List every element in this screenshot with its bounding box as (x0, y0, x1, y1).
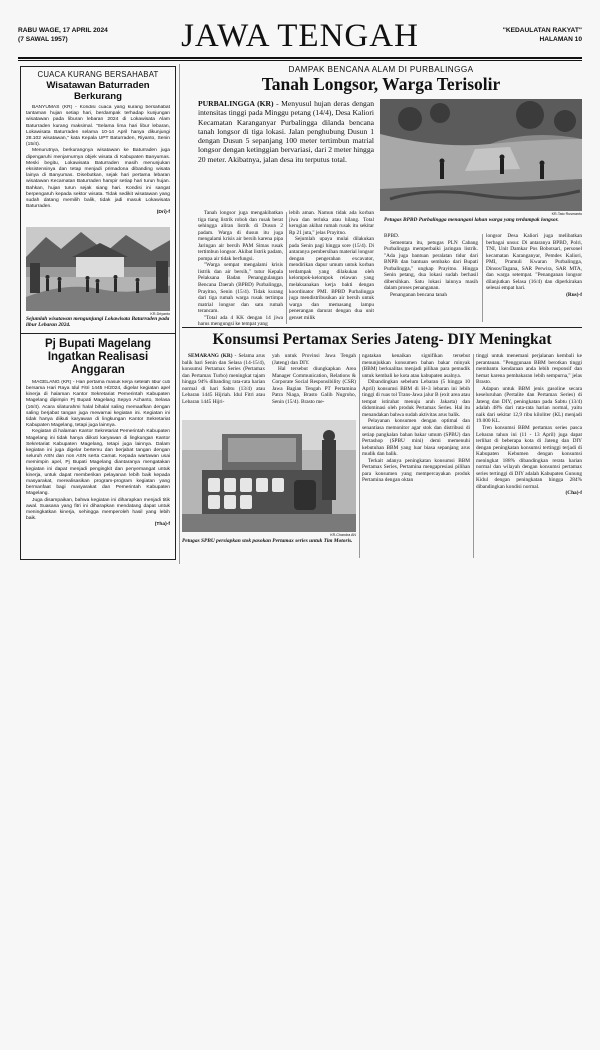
main-article-column-2 (289, 210, 374, 326)
masthead-hijri-date: (7 SAWAL 1957) (18, 36, 68, 43)
column-rule (286, 212, 287, 324)
left-article-1-photo-credit: KR-Driyanto (150, 312, 170, 316)
paragraph: tinggi untuk menemani perjalanan kembali ke perantauan. "Penggunaan BBM berotkan tinggi membantu kendaraan anda lebih responsif dan hemat karena pembakaran lebih sempurna," jelas Brasto. (476, 353, 582, 386)
byline-code: (Cha)-f (565, 490, 582, 497)
left-article-1-headline: Wisatawan Baturraden Berkurang (46, 80, 150, 102)
paragraph: Dibandingkan sebelum Lebaran (5 hingga 10 April) konsumsi BBM di H+3 lebaran ini lebih tinggi di ruas tol Trans-Jawa jalur B (exit area atau tempat istirahat menuju arah Jakarta) dan didominasi oleh produk Pertamax Series. Hal itu menandakan bahwa sudah aktivitas arus balik. (362, 379, 470, 418)
left-article-1-caption: Sejumlah wisatawan mengunjungi Lokawisata Baturraden pada libur Lebaran 2024. (26, 316, 170, 329)
paragraph: yah untuk Provinsi Jawa Tengah (Jateng) dan DIY. (272, 353, 356, 366)
left-article-1-kicker: CUACA KURANG BERSAHABAT (37, 70, 159, 79)
main-article-caption: Petugas BPBD Purbalingga menangani lahan warga yang terdampak longsor. (384, 217, 559, 223)
landslide-photo-image (380, 99, 582, 211)
section-divider (182, 327, 582, 328)
left-article-2-headline-line1: Pj Bupati Magelang (44, 337, 152, 350)
masthead-right-block (503, 26, 582, 44)
paragraph: Menurutnya, berkurangnya wisatawan ke Baturraden juga dipengaruhi menjamurnya objek wisata di Kabupaten Banyumas. Meski begitu, Lokawisata Baturraden masih menunjukan eksistensinya dan tetap menjadi primadona dibanding wisata lainya di Banyumas. Disebutkan, sejak hari pertama lebaran wisatawan Kecamatan Baturraden hampir setiap hari turun hujan. Bahkan, hujan turun sejak siang hari. Kondisi ini sangat berpengaruh kepada sektor wisata. Tidak sedikit wisatawan yang sudah datang memilih balik, tidak jadi masuk Lokawisata Baturraden. (26, 148, 170, 210)
paragraph: Tanah longsor juga mengakibatkan tiga tiang listrik roboh dan rusak berat sehingga aliran listrik di Dusun 2 padam. Warga di dusun itu juga mengalami krisis air bersih karena pipa Jaringan air bersih PAM Simas rusak tertimbun longsor. Akibat listrik padam, pompa air tidak berfungsi. (198, 210, 283, 262)
main-article-column-3 (384, 233, 478, 323)
paragraph: Tren konsumsi BBM pertamax series pasca Lebaran tahun ini (11 - 13 April) juga dapat terlihat di beberapa kota di Jateng dan DIY dengan peningkatan konsumsi tertinggi terjadi di Kabupaten Kebumen dengan konsumsi meningkat 188% dibandingkan rerata harian normal dan wilayah dengan konsumsi pertamax series tertinggi di DIY adalah Kabupaten Gunung Kidul dengan peningkatan hingga 284% dibandingkan kondisi normal. (476, 425, 582, 490)
paragraph: Sejumlah upaya mulai dilakukan pada Senin pagi hingga sore (15/4). Di antaranya pembersihan material longsor dengan pengerahan excavator, mendirikan dapur umum untuk korban terdampak yang dilakukan oleh kelompok-kelompok relawan yang melaksanakan kerja bakti dengan koordinator PMI. BPBD Purbalingga juga mendistribusikan air bersih untuk warga dan memasang lampu penerangan darurat dengan dua unit genset milik (289, 236, 374, 321)
paragraph: MAGELANG (KR) - Hari pertama masuk kerja setelah libur cuti bersama Hari Raya Idul Fitri 1445 H/2024, digelar kegiatan apel kinerja di halaman Kantor Sekretariat Pemerintah Kabupaten Magelang dipimpin Pj Bupati Magelang Sepyo Achanto, Selasa (16/4). Acara silaturahmi halal bihalal saling memaafkan dengan saling berjabat tangan juga mewarnai kegiatan ini. Kegiatan ini tidak hanya diikuti karyawan di lingkungan Kantor Sekretariat Kabupaten Magelang, tetapi juga lainnya. (26, 379, 170, 429)
paragraph: "Warga sempat mengalami krisis listrik dan air bersih," tutur Kepala Pelaksana Badan Penanggulangan Bencana Daerah (BPBD) Purbalingga, Prayitno, Senin (15/4). Tidak kurang dari tiga rumah warga rusak tertimpa matrial longsor dan satu rumah terancam. (198, 262, 283, 315)
main-article-photo (380, 99, 582, 211)
column-rule (482, 234, 483, 322)
main-article-column-4 (486, 233, 582, 323)
lead-text: - Menyusul hujan deras dengan intensitas tinggi pada Minggu petang (14/4), Desa Kaliori Kecamatan Karanganyar Purbalingga dilanda bencana tanah longsor di tiga lokasi. Jalan penghubung Dusun 1 dengan Dusun 5 sepanjang 100 meter tertimbun matrial longsor dengan ketinggian bervariasi, dari 2 meter hingga 20 meter. Akibatnya, jalan desa itu terputus total. (198, 99, 375, 164)
masthead-page-number: HALAMAN 10 (539, 36, 582, 43)
byline-code: (Dri)-f (156, 210, 170, 216)
left-article-1-body (26, 105, 170, 225)
second-article-column-1 (182, 353, 265, 419)
main-article-photo-credit: KR-Tato Rusmanto (551, 212, 582, 216)
paragraph: Sementara itu, petugas PLN Cabang Purbalingga memperbaiki jaringan listrik. "Ada juga bantuan peralatan tidur dari BNPB dan bantuan sembako dari Bupati Purbalingga," ungkap Prayitno. Hingga Senin petang, dua lokasi sudah berhasil dibersihkan. Satu lokasi lainnya masih dalam proses penanganan. (384, 239, 478, 292)
left-article-2-body (26, 380, 170, 575)
main-article-headline: Tanah Longsor, Warga Terisolir (261, 74, 501, 94)
lead-dateline: PURBALINGGA (KR) (198, 99, 274, 108)
second-article-photo-credit: KR-Chandra AN (330, 533, 356, 537)
main-article-column-1 (198, 210, 283, 326)
paragraph: BANYUMAS (KR) - Kondisi cuaca yang kurang bersahabat tantaman hujan setiap hari, berdampak terhadap kunjungan wisatawan pada liburan lebaran 2024 di Lokawisata Alam Baturraden kurang maksimal. "Selama lima hari libur lebaran, Lokawisata Baturraden selama 10-14 April hanya dikunjungi 28.102 wisatawan," kata Kepala UPT Baturraden, Riyanto, Senin (15/4). (26, 105, 170, 148)
paragraph: Terkait adanya peningkatan konsumsi BBM Pertamax Series, Pertamina mengapresiasi pilihan para konsumen yang mempercayakan produk Pertamina dengan oktan (362, 457, 470, 484)
column-rule (473, 354, 474, 558)
byline-code: (Rus)-f (566, 291, 582, 298)
second-article-column-4 (476, 353, 582, 558)
second-article-caption: Petugas SPBU persiapkan stok pasokan Pertamax series untuk Tim Motoris. (182, 538, 353, 544)
main-article-lead (198, 99, 374, 164)
paragraph: BPBD. (384, 233, 400, 239)
masthead-date: RABU WAGE, 17 APRIL 2024 (18, 27, 108, 34)
masthead-motto: "KEDAULATAN RAKYAT" (502, 27, 582, 34)
masthead-rule (18, 57, 582, 59)
paragraph: Pelayanan konsumen dengan optimal dan senantiasa memonitor agar stok dan distribusi di setiap pangkalan bahan bakar umum (SPBU) dan Pertashop (SPBU mini) demi memenuhi kebutuhan BBM yang luar biasa sepanjang arus mudik dan balik. (362, 418, 470, 458)
masthead-rule-thin (18, 60, 582, 61)
paragraph: longsor Desa Kaliori juga melibatkan berbagai unsur. Di antaranya BPBD, Polri, TNI, Unit Damkar Pos Bobotsari, personel kecamatan Karanganyar, Pemdes Kaliori, PMI, Pramuli Kwaran Purbalingga, Dinsos/Tagana, SAR Perwira, SAR MTA, dan warga setempat. "Penanganan longsor dilanjutkan Selasa (16/4) dan diperkirakan selesai empat hari. (486, 233, 582, 292)
paragraph: Kegiatan di halaman Kantor Sekretariat Pemerintah Kabupaten Magelang ini tidak hanya diikuti karyawan di lingkungan Kantor Sekretariat Kabupaten Magelang, tetapi juga lainnya. Dalam kegiatan ini juga digelar bertemu dan berjabat tangan dengan seluruh ASN dan non ASN serta Camat. Kepada wartawan usai memimpin apel, Pj Bupati Magelang diantaranya mengatakan kegiatan ini dapat menjadi pengingkit dan penyemangat untuk kinerja, untuk dapat memberikan pelayanan lebih baik kepada masyarakat, merealisasikan program-program kegiatan yang bermanfaat bagi masyarakat dan Pemerintah Kabupaten Magelang. (26, 429, 170, 497)
column-rule (179, 64, 180, 564)
second-article-column-2 (272, 353, 356, 419)
masthead-date-block (18, 26, 108, 44)
paragraph: lebih aman. Namun tidak ada korban jiwa dan terluka atau hilang. Total kerugian akibat rumah rusak itu sekitar Rp 21 juta," jelas Prayitno. (289, 210, 374, 236)
paragraph: Adapun untuk BBM jenis gasoline secara keseluruhan (Pertalite dan Pertamax Series) di Jateng dan DIY, peningkatan pada Sabtu (13/4) adalah 48% dari rata-rata harian normal, yaitu naik dari sekitar 12,9 ribu kiloliter (KL) menjadi 19.000 KL. (476, 385, 582, 425)
second-article-photo (182, 420, 356, 532)
main-article-kicker: DAMPAK BENCANA ALAM DI PURBALINGGA (288, 65, 474, 74)
left-sidebar-box (20, 66, 176, 560)
byline-code: (Tha)-f (154, 522, 170, 528)
paragraph: ngatakan kenaikan signifikan tersebut menunjukkan konsumen bahan bakar minyak (BBM) berkualitas menjadi pilihan para pemudik untuk kembali ke kota atau kabupaten asalnya. (362, 353, 470, 379)
paragraph: Hal tersebut diungkapkan Area Manager Communication, Relations & Corporate Social Responsibility (CSR) Jawa Bagian Tengah PT Pertamina Patra Niaga, Brasto Galih Nugroho, Senin (15/4). Brasto me- (272, 366, 356, 405)
second-article-column-3 (362, 353, 470, 558)
fuel-station-photo-image (182, 420, 356, 532)
masthead-title: JAWA TENGAH (181, 18, 419, 54)
left-article-1-photo (26, 227, 170, 311)
left-article-2-headline-line2: Ingatkan Realisasi Anggaran (47, 350, 149, 376)
paragraph: "Total ada 4 KK dengan 14 jiwa harus mengungsi ke tempat yang (198, 314, 283, 326)
paragraph: Penanganan bencana tanah (390, 291, 448, 298)
dateline: SEMARANG (KR) (188, 353, 233, 359)
tourists-photo-image (26, 227, 170, 311)
paragraph-text: - Selama arus balik hari Senin dan Selasa (14-15/4), konsumsi Pertamax Series (Pertamax dan Pertamax Turbo) meningkat tajam hingga 94% dibanding rata-rata harian normal di hari Sabtu (13/4) atau Lebaran 1445 Hijriah. Idul Fitri atau Lebaran 1445 Hijri- (182, 353, 265, 405)
paragraph: Juga disampaikan, bahwa kegiatan ini diharapkan menjadi titik awal. Suasana yang fitri ini diharapkan mendatang dapat untuk meningkatkan kinerja, sehingga memperoleh hasil yang lebih baik. (26, 497, 170, 522)
paragraph (182, 353, 265, 405)
divider (21, 333, 175, 334)
second-article-headline: Konsumsi Pertamax Series Jateng- DIY Meningkat (212, 331, 552, 348)
column-rule (359, 354, 360, 558)
